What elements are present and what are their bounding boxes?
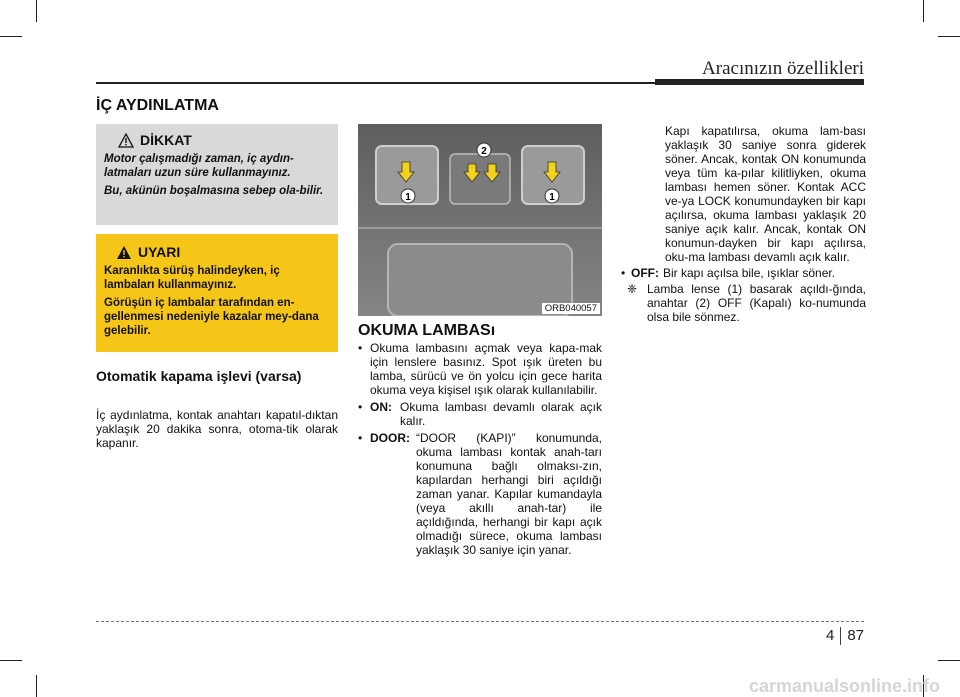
off-bullet: • OFF: Bir kapı açılsa bile, ışıklar söner. bbox=[621, 266, 836, 280]
on-text: Okuma lambası devamlı olarak açık kalır. bbox=[400, 400, 602, 428]
crop-mark bbox=[0, 660, 22, 661]
door-label: DOOR: bbox=[370, 431, 410, 445]
note-symbol-icon: ❈ bbox=[627, 282, 638, 296]
overhead-console-illustration bbox=[358, 124, 602, 316]
on-label: ON: bbox=[370, 400, 392, 414]
chapter-number: 4 bbox=[825, 627, 835, 644]
crop-mark bbox=[36, 0, 37, 22]
page-number bbox=[826, 627, 864, 645]
note bbox=[621, 282, 866, 324]
warning-text-2: Görüşün iç lambalar tarafından en-gellenmesi nedeniyle kazalar mey-dana gelebilir. bbox=[104, 297, 319, 337]
warning-triangle-icon bbox=[118, 133, 134, 148]
intro-text: Okuma lambasını açmak veya kapa-mak için lenslere basınız. Spot ışık üreten bu lamba, sürücü ve ön yolcu için gece harita okuma veya kişisel ışık olarak kullanılabilir. bbox=[370, 341, 602, 397]
auto-off-heading: Otomatik kapama işlevi (varsa) bbox=[96, 368, 302, 384]
crop-mark bbox=[938, 36, 960, 37]
crop-mark bbox=[0, 36, 22, 37]
crop-mark bbox=[36, 675, 37, 697]
reading-lamp-heading: OKUMA LAMBASı bbox=[358, 322, 496, 339]
overhead-console-photo bbox=[358, 124, 602, 316]
chapter-title: Aracınızın özellikleri bbox=[702, 58, 864, 79]
callout-1-left: 1 bbox=[405, 192, 411, 203]
footer-rule bbox=[96, 621, 864, 622]
callout-2: 2 bbox=[481, 146, 487, 157]
warning-triangle-icon bbox=[116, 245, 132, 260]
off-label: OFF: bbox=[631, 266, 659, 280]
intro-bullet: • Okuma lambasını açmak veya kapa-mak için lenslere basınız. Spot ışık üreten bu lamba, sürücü ve ön yolcu için gece harita okuma veya kişisel ışık olarak kullanılabilir. bbox=[358, 341, 602, 397]
warning-heading: UYARI bbox=[138, 244, 181, 260]
callout-1-right: 1 bbox=[549, 192, 555, 203]
note-text: Lamba lense (1) basarak açıldı-ğında, anahtar (2) OFF (Kapalı) ko-numunda olsa bile sönmez. bbox=[647, 282, 866, 324]
off-text: Bir kapı açılsa bile, ışıklar söner. bbox=[663, 266, 836, 280]
door-cont-text: Kapı kapatılırsa, okuma lam-bası yaklaşık 30 saniye sonra giderek söner. Ancak, kontak ON konumunda veya tüm ka-pılar kilitliyken, okuma lambası hemen söner. Kontak ACC ve-ya LOCK konumundayken bir kapı açılırsa, okuma lambası yaklaşık 20 saniye açık kalır. Ancak, kontak ON konumun-dayken bir kapı açılırsa, oku-ma lambası devamlı açık kalır. bbox=[665, 124, 866, 264]
header-tab-bar bbox=[655, 79, 864, 85]
crop-mark bbox=[938, 660, 960, 661]
door-bullet: • DOOR: “DOOR (KAPI)” konumunda, okuma lambası kontak anah-tarı konumuna bağlı olmaksı-zın, kapılardan herhangi biri açıldığı zaman yanar. Kapılar kumandayla (veya akıllı anah-tar) ile açıldığında, herhangi bir kapı açık olmadığı sürece, okuma lambası yaklaşık 30 saniye için yanar. bbox=[358, 431, 602, 557]
section-title: İÇ AYDINLATMA bbox=[96, 97, 219, 114]
door-text: “DOOR (KAPI)” konumunda, okuma lambası kontak anah-tarı konumuna bağlı olmaksı-zın, kapılardan herhangi biri açıldığı zaman yanar. Kapılar kumandayla (veya akıllı anah-tar) ile açıldığında, herhangi bir kapı açık olmadığı sürece, okuma lambası yaklaşık 30 saniye için yanar. bbox=[416, 431, 602, 557]
caution-heading: DİKKAT bbox=[140, 132, 192, 148]
on-bullet: • ON: Okuma lambası devamlı olarak açık kalır. bbox=[358, 400, 602, 428]
page-number-value: 87 bbox=[847, 627, 864, 644]
caution-text-2: Bu, akünün boşalmasına sebep ola-bilir. bbox=[104, 185, 324, 197]
watermark-text: carmanualsonline.info bbox=[748, 676, 940, 696]
crop-mark bbox=[923, 0, 924, 22]
reading-lamp-column-cont bbox=[621, 124, 866, 324]
auto-off-text: İç aydınlatma, kontak anahtarı kapatıl-dıktan yaklaşık 20 dakika sonra, otoma-tik olarak kapanır. bbox=[96, 408, 338, 450]
caution-box bbox=[96, 124, 338, 225]
caution-text-1: Motor çalışmadığı zaman, iç aydın-latmaları uzun süre kullanmayınız. bbox=[104, 153, 294, 179]
reading-lamp-column bbox=[358, 341, 602, 557]
warning-box bbox=[96, 234, 338, 352]
warning-text-1: Karanlıkta sürüş halindeyken, iç lambaları kullanmayınız. bbox=[104, 265, 280, 291]
figure-code: ORB040057 bbox=[542, 303, 600, 314]
